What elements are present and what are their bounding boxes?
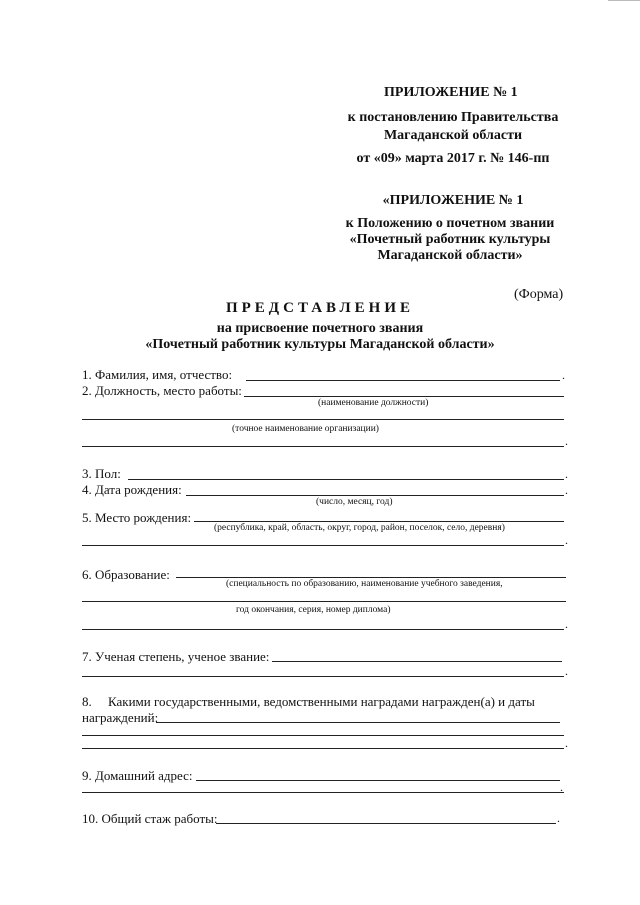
decree-line-2: Магаданской области <box>383 128 523 143</box>
regulation-line-1: к Положению о почетном звании <box>345 216 555 231</box>
field-7-line-2[interactable] <box>82 676 564 677</box>
field-1-end: . <box>562 368 565 382</box>
field-8-label-2: награждений: <box>82 710 159 725</box>
field-7-line[interactable] <box>272 661 562 662</box>
field-6-end: . <box>565 617 568 631</box>
field-2-hint-organization: (точное наименование организации) <box>232 424 379 434</box>
field-5-line-2[interactable] <box>82 545 564 546</box>
field-9-label: 9. Домашний адрес: <box>82 768 193 783</box>
decree-line-1: к постановлению Правительства <box>347 110 559 125</box>
appendix-heading: ПРИЛОЖЕНИЕ № 1 <box>384 85 518 100</box>
title-subline-1: на присвоение почетного звания <box>216 321 424 336</box>
document-title: ПРЕДСТАВЛЕНИЕ <box>225 300 415 316</box>
field-4-hint: (число, месяц, год) <box>316 497 393 507</box>
field-2-hint-position: (наименование должности) <box>318 398 429 408</box>
field-2-line-2[interactable] <box>82 419 564 420</box>
field-6-hint-1: (специальность по образованию, наименование учебного заведения, <box>226 579 503 589</box>
form-label: (Форма) <box>514 287 564 302</box>
field-4-line[interactable] <box>186 495 564 496</box>
field-9-line[interactable] <box>196 780 560 781</box>
field-5-end: . <box>565 533 568 547</box>
field-2-line-3[interactable] <box>82 446 564 447</box>
field-1-line[interactable] <box>246 380 560 381</box>
field-8-label: Какими государственными, ведомственными наградами награжден(а) и даты <box>108 694 535 709</box>
field-8-line-3[interactable] <box>82 748 564 749</box>
field-9-end: . <box>560 780 563 794</box>
field-2-label: 2. Должность, место работы: <box>82 383 242 398</box>
field-9-line-2[interactable] <box>82 792 564 793</box>
field-1-label: 1. Фамилия, имя, отчество: <box>82 367 233 382</box>
field-4-label: 4. Дата рождения: <box>82 482 182 497</box>
field-7-end: . <box>565 664 568 678</box>
field-7-label: 7. Ученая степень, ученое звание: <box>82 649 270 664</box>
field-3-end: . <box>565 467 568 481</box>
appendix-heading-2: «ПРИЛОЖЕНИЕ № 1 <box>382 193 524 208</box>
decree-date-line: от «09» марта 2017 г. № 146-пп <box>356 151 550 166</box>
field-6-line-3[interactable] <box>82 629 564 630</box>
field-8-line[interactable] <box>156 722 560 723</box>
regulation-line-2: «Почетный работник культуры <box>349 232 551 247</box>
field-6-hint-2: год окончания, серия, номер диплома) <box>236 605 391 615</box>
field-6-line[interactable] <box>176 577 566 578</box>
field-3-label: 3. Пол: <box>82 466 121 481</box>
field-6-label: 6. Образование: <box>82 567 170 582</box>
field-10-label: 10. Общий стаж работы: <box>82 811 218 826</box>
regulation-line-3: Магаданской области» <box>377 248 523 263</box>
field-10-line[interactable] <box>216 823 556 824</box>
field-6-line-2[interactable] <box>82 601 566 602</box>
page-corner-mark <box>608 0 640 19</box>
field-8-end: . <box>565 736 568 750</box>
field-4-end: . <box>565 483 568 497</box>
field-5-hint: (республика, край, область, округ, город, район, поселок, село, деревня) <box>214 523 505 533</box>
field-10-end: . <box>557 811 560 825</box>
field-2-line[interactable] <box>244 396 564 397</box>
field-5-line[interactable] <box>194 521 564 522</box>
field-3-line[interactable] <box>128 479 564 480</box>
field-2-end: . <box>565 434 568 448</box>
title-subline-2: «Почетный работник культуры Магаданской области» <box>145 337 495 352</box>
field-8-number: 8. <box>82 694 92 709</box>
field-8-line-2[interactable] <box>82 735 564 736</box>
field-5-label: 5. Место рождения: <box>82 510 192 525</box>
